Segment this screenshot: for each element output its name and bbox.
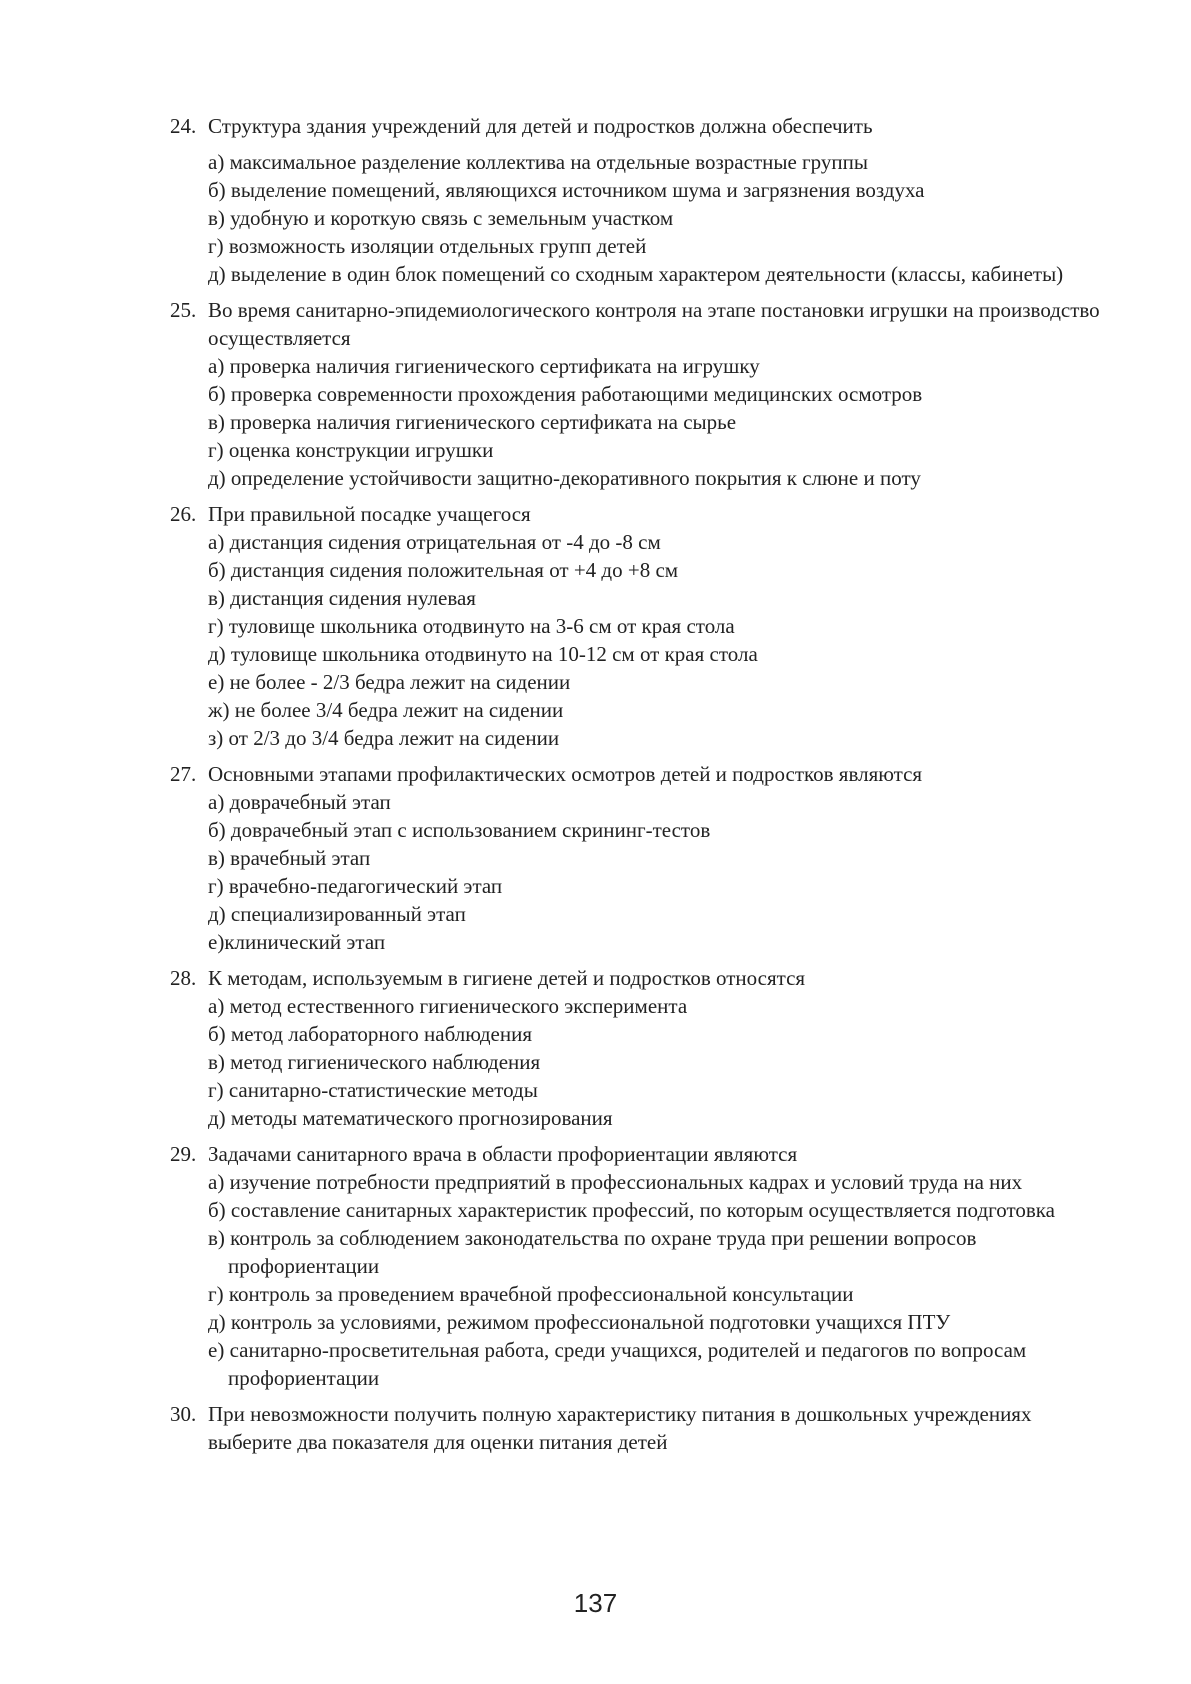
question-text: Задачами санитарного врача в области профориентации являются — [208, 1142, 798, 1166]
answer-option: ж) не более 3/4 бедра лежит на сидении — [208, 698, 564, 722]
answer-options — [208, 352, 1110, 492]
question-text: При невозможности получить полную характеристику питания в дошкольных учреждениях выберите два показателя для оценки питания детей — [208, 1402, 1032, 1454]
question-29 — [170, 1140, 1110, 1392]
answer-option: а) доврачебный этап — [208, 790, 391, 814]
question-text: Структура здания учреждений для детей и подростков должна обеспечить — [208, 114, 873, 138]
question-number: 24. — [170, 114, 197, 138]
question-28 — [170, 964, 1110, 1132]
answer-option: б) выделение помещений, являющихся источником шума и загрязнения воздуха — [208, 178, 925, 202]
answer-option: б) составление санитарных характеристик профессий, по которым осуществляется подготовка — [208, 1198, 1055, 1222]
answer-option: а) максимальное разделение коллектива на отдельные возрастные группы — [208, 150, 868, 174]
answer-option: е) не более - 2/3 бедра лежит на сидении — [208, 670, 571, 694]
question-text: Во время санитарно-эпидемиологического контроля на этапе постановки игрушки на производство осуществляется — [208, 298, 1100, 350]
question-text: Основными этапами профилактических осмотров детей и подростков являются — [208, 762, 923, 786]
answer-options — [208, 788, 1110, 956]
answer-option: з) от 2/3 до 3/4 бедра лежит на сидении — [208, 726, 560, 750]
answer-option: в) дистанция сидения нулевая — [208, 586, 476, 610]
question-number: 25. — [170, 298, 197, 322]
answer-option: а) метод естественного гигиенического эксперимента — [208, 994, 688, 1018]
answer-options — [208, 1168, 1110, 1392]
answer-option: б) дистанция сидения положительная от +4 до +8 см — [208, 558, 679, 582]
question-27 — [170, 760, 1110, 956]
answer-option: г) врачебно-педагогический этап — [208, 874, 503, 898]
question-25 — [170, 296, 1110, 492]
page-number: 137 — [573, 1588, 618, 1618]
answer-option: б) метод лабораторного наблюдения — [208, 1022, 532, 1046]
question-list — [170, 112, 1110, 1464]
question-number: 30. — [170, 1402, 197, 1426]
answer-option: г) возможность изоляции отдельных групп детей — [208, 234, 647, 258]
question-number: 28. — [170, 966, 197, 990]
answer-option: г) туловище школьника отодвинуто на 3-6 см от края стола — [208, 614, 735, 638]
answer-option: г) санитарно-статистические методы — [208, 1078, 538, 1102]
answer-options — [208, 992, 1110, 1132]
answer-option: а) проверка наличия гигиенического сертификата на игрушку — [208, 354, 760, 378]
answer-option: д) специализированный этап — [208, 902, 466, 926]
answer-option: б) проверка современности прохождения работающими медицинских осмотров — [208, 382, 923, 406]
question-30 — [170, 1400, 1110, 1456]
question-number: 26. — [170, 502, 197, 526]
answer-option: е)клинический этап — [208, 930, 386, 954]
answer-option: г) контроль за проведением врачебной профессиональной консультации — [208, 1282, 854, 1306]
answer-option: д) выделение в один блок помещений со сходным характером деятельности (классы, кабинеты) — [208, 262, 1064, 286]
question-number: 29. — [170, 1142, 197, 1166]
answer-option: д) туловище школьника отодвинуто на 10-12 см от края стола — [208, 642, 758, 666]
answer-options — [208, 528, 1110, 752]
answer-option: а) изучение потребности предприятий в профессиональных кадрах и условий труда на них — [208, 1170, 1023, 1194]
question-number: 27. — [170, 762, 197, 786]
answer-option: е) санитарно-просветительная работа, среди учащихся, родителей и педагогов по вопросам профориентации — [208, 1338, 1027, 1390]
answer-option: в) врачебный этап — [208, 846, 371, 870]
question-text: При правильной посадке учащегося — [208, 502, 531, 526]
answer-option: в) метод гигиенического наблюдения — [208, 1050, 541, 1074]
answer-option: д) определение устойчивости защитно-декоративного покрытия к слюне и поту — [208, 466, 921, 490]
answer-option: в) удобную и короткую связь с земельным участком — [208, 206, 674, 230]
answer-option: б) доврачебный этап с использованием скрининг-тестов — [208, 818, 711, 842]
answer-option: г) оценка конструкции игрушки — [208, 438, 494, 462]
question-26 — [170, 500, 1110, 752]
question-text: К методам, используемым в гигиене детей и подростков относятся — [208, 966, 806, 990]
question-24 — [170, 112, 1110, 288]
answer-option: д) методы математического прогнозирования — [208, 1106, 613, 1130]
answer-options — [208, 148, 1110, 288]
answer-option: в) контроль за соблюдением законодательства по охране труда при решении вопросов профориентации — [208, 1226, 977, 1278]
answer-option: а) дистанция сидения отрицательная от -4 до -8 см — [208, 530, 661, 554]
answer-option: д) контроль за условиями, режимом профессиональной подготовки учащихся ПТУ — [208, 1310, 951, 1334]
answer-option: в) проверка наличия гигиенического сертификата на сырье — [208, 410, 737, 434]
